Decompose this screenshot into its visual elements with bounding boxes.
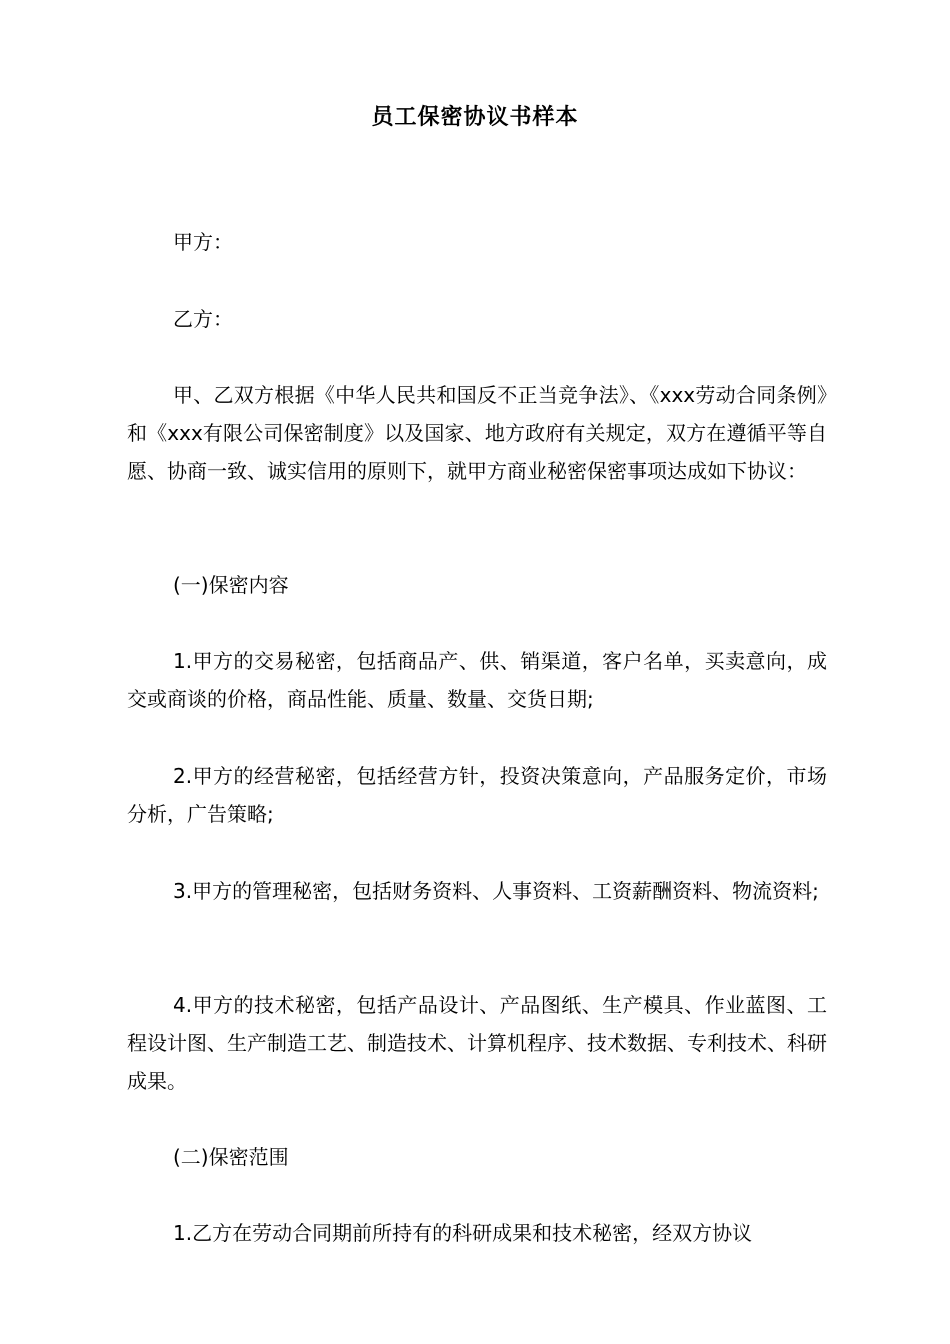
party-b-line: 乙方： bbox=[173, 307, 233, 331]
content-item-business-secrets: 2.甲方的经营秘密，包括经营方针，投资决策意向，产品服务定价，市场分析，广告策略; bbox=[127, 764, 827, 826]
section-heading-confidential-content: (一)保密内容 bbox=[173, 573, 289, 597]
party-a-line: 甲方： bbox=[173, 230, 233, 254]
document-title: 员工保密协议书样本 bbox=[371, 105, 579, 130]
content-item-management-secrets: 3.甲方的管理秘密，包括财务资料、人事资料、工资薪酬资料、物流资料; bbox=[173, 879, 819, 903]
scope-item-1: 1.乙方在劳动合同期前所持有的科研成果和技术秘密，经双方协议 bbox=[173, 1221, 753, 1245]
section-heading-confidential-scope: (二)保密范围 bbox=[173, 1145, 289, 1169]
content-item-trade-secrets: 1.甲方的交易秘密，包括商品产、供、销渠道，客户名单，买卖意向，成交或商谈的价格，商品性能、质量、数量、交货日期; bbox=[127, 649, 827, 711]
content-item-technical-secrets: 4.甲方的技术秘密，包括产品设计、产品图纸、生产模具、作业蓝图、工程设计图、生产制造工艺、制造技术、计算机程序、技术数据、专利技术、科研成果。 bbox=[127, 993, 827, 1093]
intro-paragraph: 甲、乙双方根据《中华人民共和国反不正当竞争法》、《xxx劳动合同条例》和《xxx有限公司保密制度》以及国家、地方政府有关规定，双方在遵循平等自愿、协商一致、诚实信用的原则下，就甲方商业秘密保密事项达成如下协议： bbox=[127, 383, 827, 483]
